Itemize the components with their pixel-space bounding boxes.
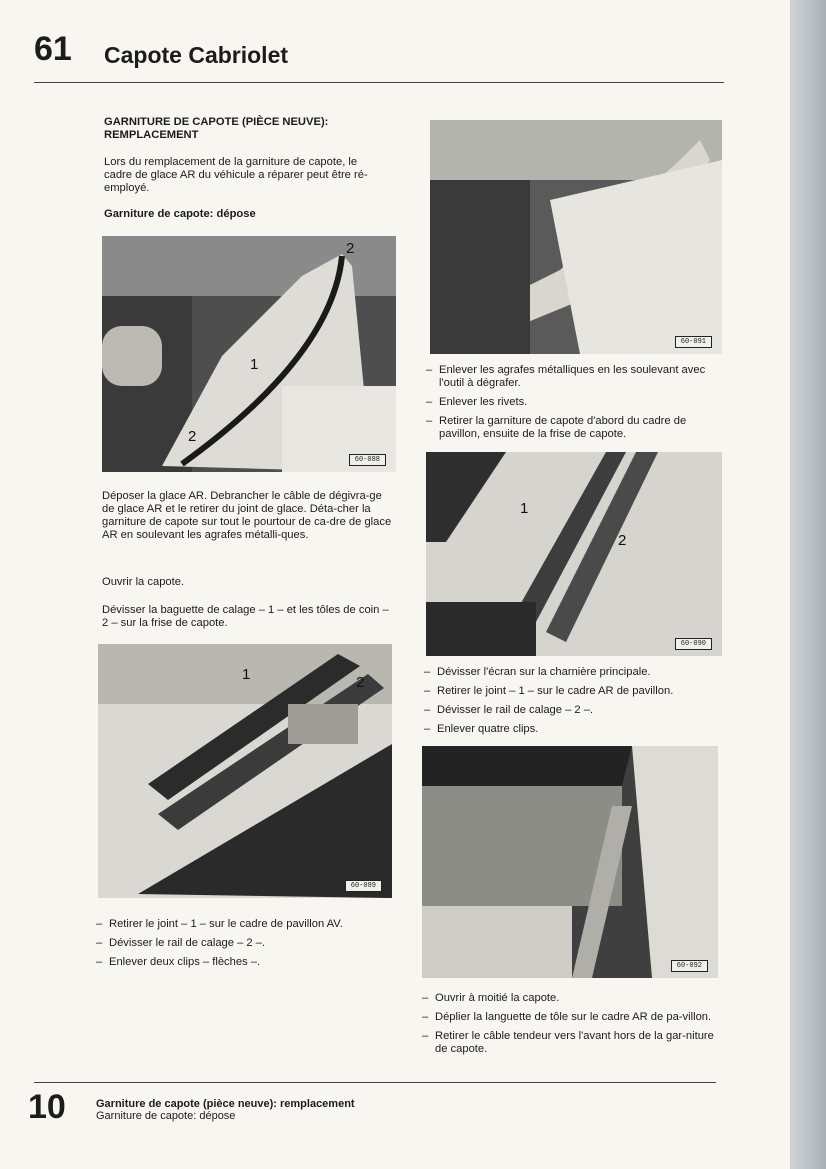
figure-60-090-photo bbox=[426, 452, 722, 656]
paragraph-remove-glass: Déposer la glace AR. Debrancher le câble de dégivra-ge de glace AR et le retirer du joint de glace. Déta-cher la garniture de capote sur tout le pourtour de ca-dre de glace AR en soulevant les agrafes métalli-ques. bbox=[102, 490, 392, 541]
figure-60-092-photo bbox=[422, 746, 718, 978]
list-item: – Dévisser le rail de calage – 2 –. bbox=[96, 937, 396, 950]
list-item: – Ouvrir à moitié la capote. bbox=[422, 992, 718, 1005]
steps-list-right-2 bbox=[424, 666, 724, 742]
figure-60-089 bbox=[98, 644, 392, 898]
header-rule bbox=[34, 82, 724, 83]
procedure-heading: GARNITURE DE CAPOTE (PIÈCE NEUVE): REMPLACEMENT bbox=[104, 116, 329, 141]
list-item: – Dévisser le rail de calage – 2 –. bbox=[424, 704, 724, 717]
callout-2: 2 bbox=[356, 674, 365, 691]
section-number: 61 bbox=[34, 30, 72, 68]
figure-ref: 60-092 bbox=[671, 960, 708, 972]
figure-60-091 bbox=[430, 120, 722, 354]
steps-list-left bbox=[96, 918, 396, 975]
figure-ref: 60-090 bbox=[675, 638, 712, 650]
figure-60-088-photo bbox=[102, 236, 396, 472]
figure-ref: 60-088 bbox=[349, 454, 386, 466]
paragraph-open-top: Ouvrir la capote. bbox=[102, 576, 185, 588]
footer-line-1: Garniture de capote (pièce neuve): remplacement bbox=[96, 1098, 355, 1110]
figure-ref: 60-091 bbox=[675, 336, 712, 348]
figure-ref: 60-089 bbox=[345, 880, 382, 892]
steps-list-right-1 bbox=[426, 364, 722, 447]
list-item: – Enlever les rivets. bbox=[426, 396, 722, 409]
callout-2-top: 2 bbox=[346, 240, 355, 257]
sub-heading: Garniture de capote: dépose bbox=[104, 208, 256, 220]
page-title: Capote Cabriolet bbox=[104, 42, 289, 68]
list-item: – Enlever les agrafes métalliques en les soulevant avec l'outil à dégrafer. bbox=[426, 364, 722, 390]
list-item: – Enlever deux clips – flèches –. bbox=[96, 956, 396, 969]
callout-2-bottom: 2 bbox=[188, 428, 197, 445]
figure-60-091-photo bbox=[430, 120, 722, 354]
callout-1: 1 bbox=[520, 500, 529, 517]
callout-1: 1 bbox=[242, 666, 251, 683]
page-number: 10 bbox=[28, 1088, 66, 1126]
footer-rule bbox=[34, 1082, 716, 1083]
intro-paragraph: Lors du remplacement de la garniture de capote, le cadre de glace AR du véhicule a réparer peut être ré-employé. bbox=[104, 156, 368, 194]
list-item: – Retirer la garniture de capote d'abord du cadre de pavillon, ensuite de la frise de capote. bbox=[426, 415, 722, 441]
list-item: – Retirer le joint – 1 – sur le cadre de pavillon AV. bbox=[96, 918, 396, 931]
list-item: – Retirer le câble tendeur vers l'avant hors de la gar-niture de capote. bbox=[422, 1030, 718, 1056]
steps-list-right-3 bbox=[422, 992, 718, 1062]
figure-60-090 bbox=[426, 452, 722, 656]
figure-60-088 bbox=[102, 236, 396, 472]
figure-60-092 bbox=[422, 746, 718, 978]
callout-2: 2 bbox=[618, 532, 627, 549]
callout-1: 1 bbox=[250, 356, 259, 373]
list-item: – Dévisser l'écran sur la charnière principale. bbox=[424, 666, 724, 679]
page-edge bbox=[790, 0, 826, 1169]
list-item: – Enlever quatre clips. bbox=[424, 723, 724, 736]
footer-line-2: Garniture de capote: dépose bbox=[96, 1110, 236, 1122]
list-item: – Déplier la languette de tôle sur le cadre AR de pa-villon. bbox=[422, 1011, 718, 1024]
list-item: – Retirer le joint – 1 – sur le cadre AR de pavillon. bbox=[424, 685, 724, 698]
paragraph-unscrew: Dévisser la baguette de calage – 1 – et les tôles de coin – 2 – sur la frise de capote. bbox=[102, 604, 389, 629]
